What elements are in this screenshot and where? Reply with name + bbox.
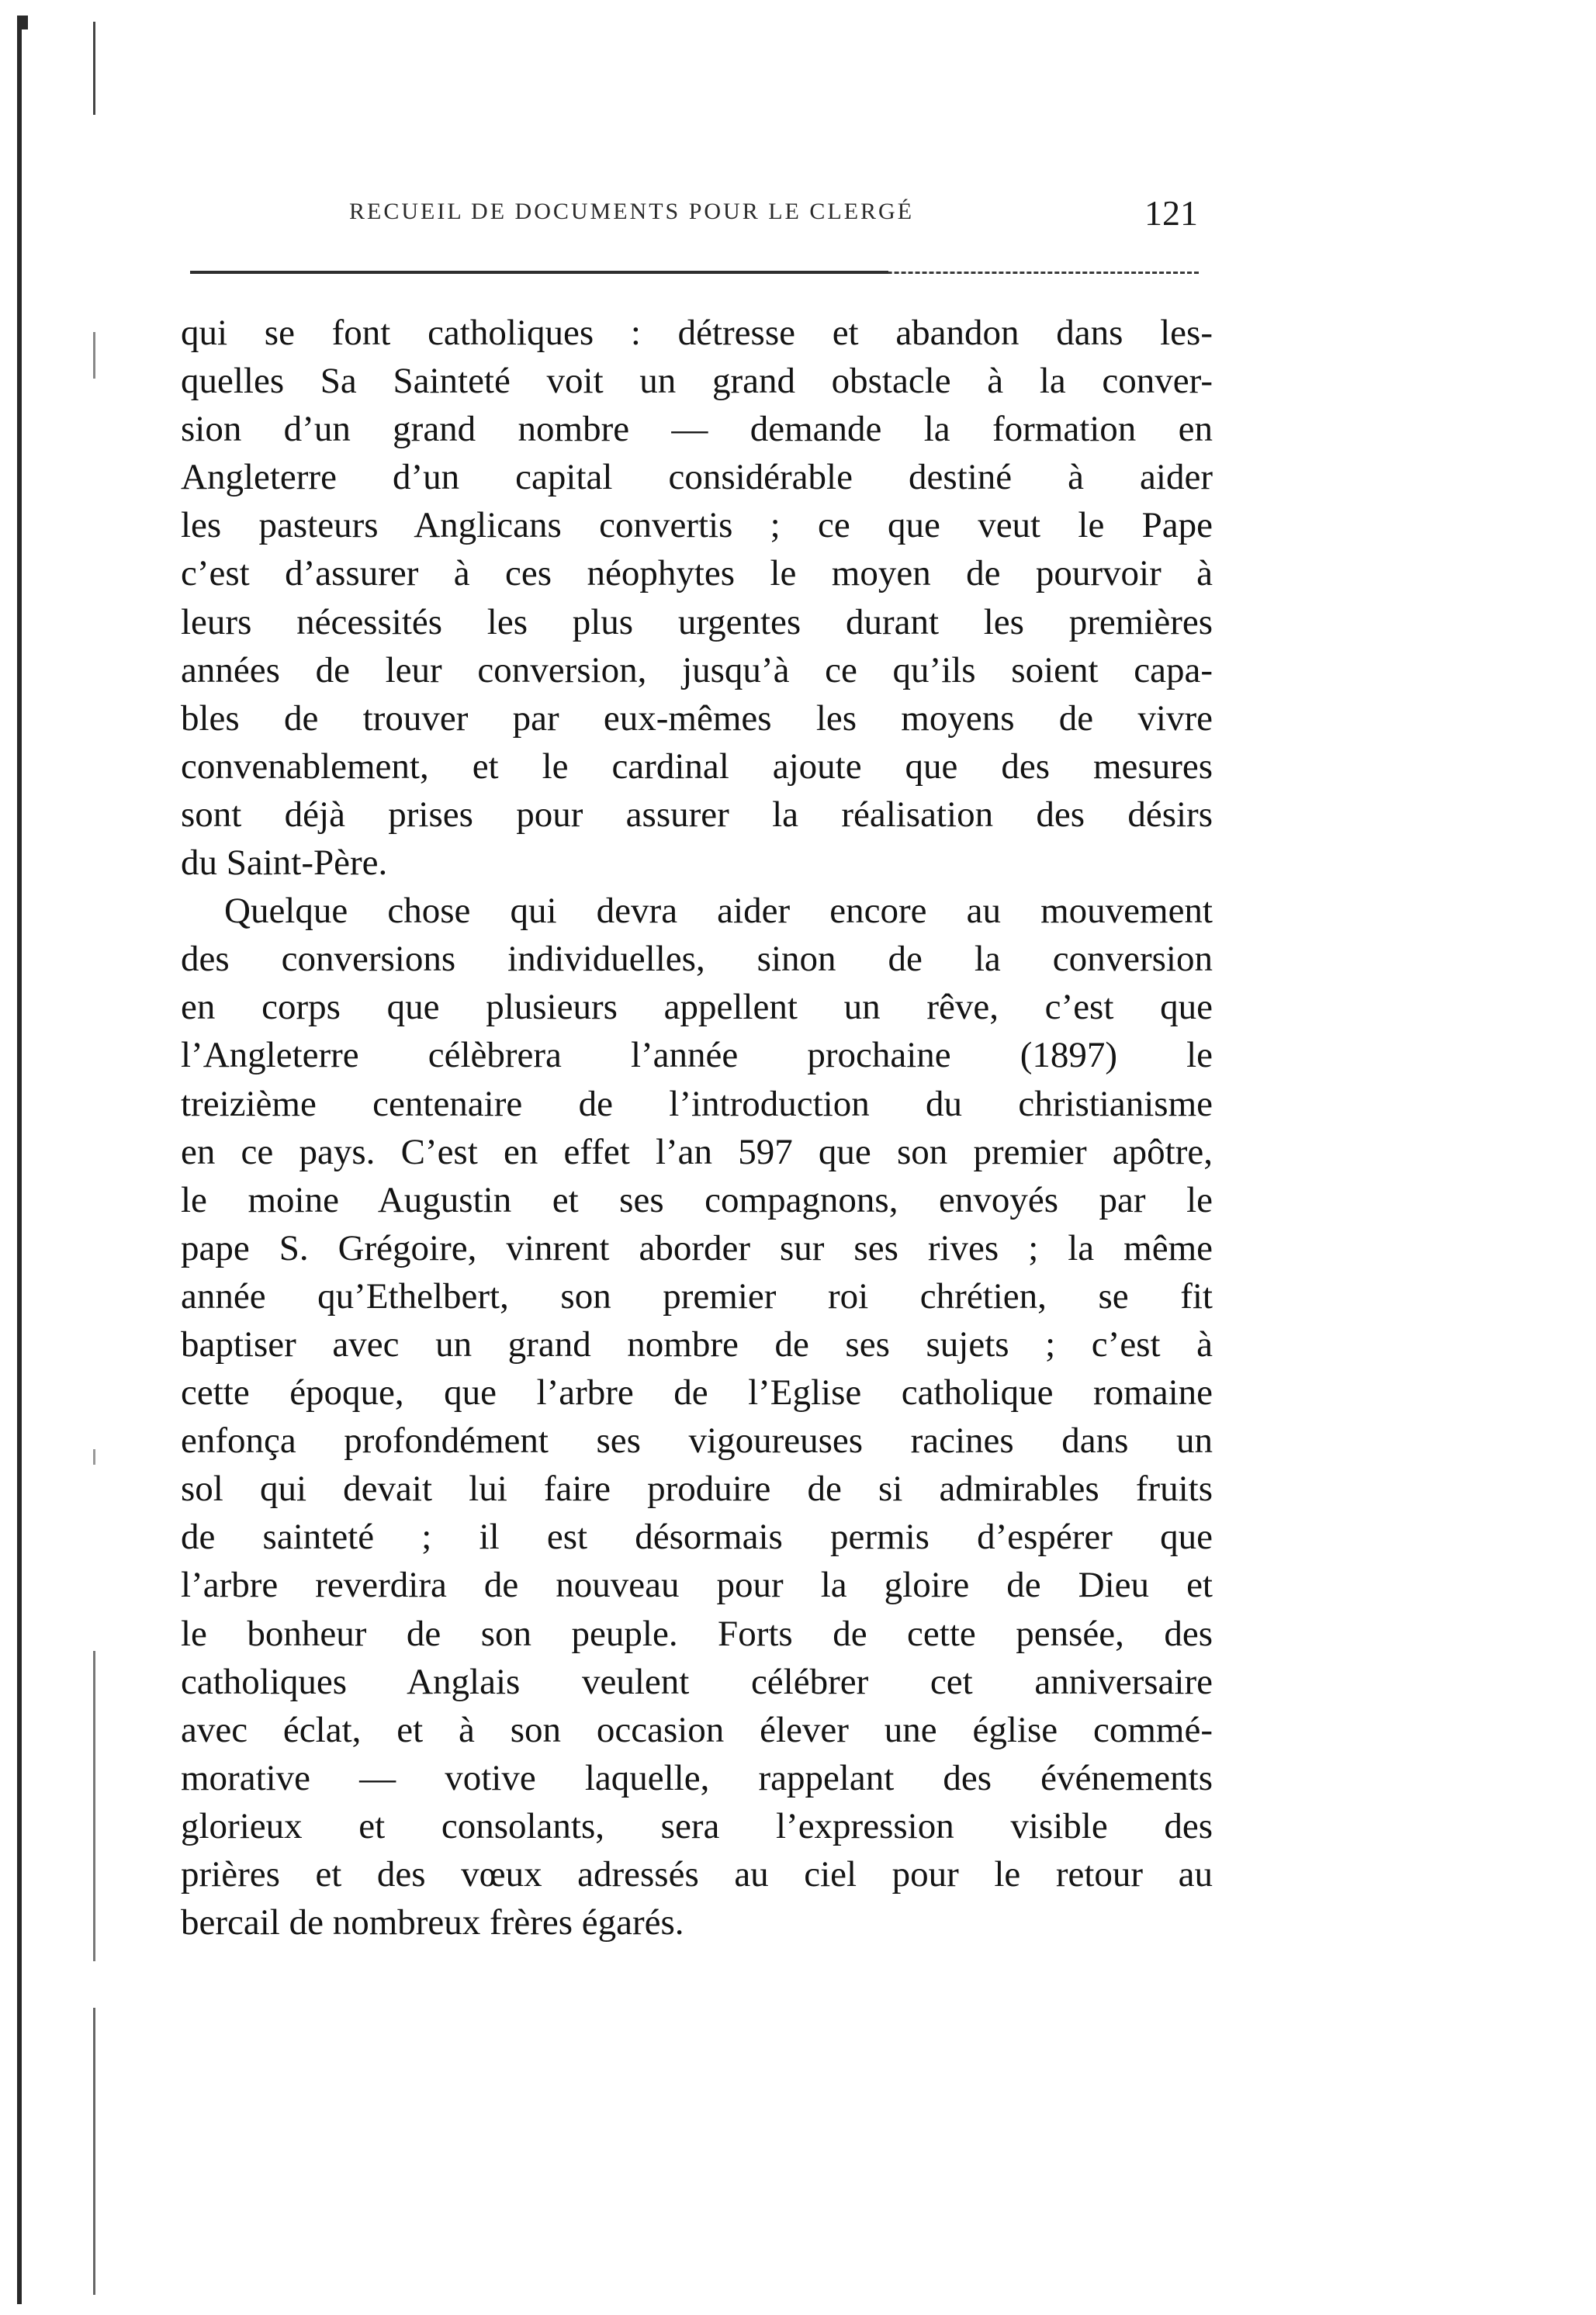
text-line: l’arbre reverdira de nouveau pour la gloire de Dieu et [181,1565,1213,1606]
text-line: sol qui devait lui faire produire de si admirables fruits [181,1469,1213,1510]
text-line: bles de trouver par eux-mêmes les moyens de vivre [181,697,1213,739]
text-line: le moine Augustin et ses compagnons, envoyés par le [181,1179,1213,1220]
text-line: des conversions individuelles, sinon de la conversion [181,939,1213,980]
text-line: glorieux et consolants, sera l’expression visible des [181,1805,1213,1846]
paragraph-1 [181,309,1213,887]
text-line: en corps que plusieurs appellent un rêve, c’est que [181,987,1213,1028]
running-head-title: RECUEIL DE DOCUMENTS POUR LE CLERGÉ [349,199,915,224]
text-line: les pasteurs Anglicans convertis ; ce que veut le Pape [181,505,1213,546]
header-rule [190,271,888,274]
text-line: leurs nécessités les plus urgentes durant les premières [181,601,1213,642]
text-line: de sainteté ; il est désormais permis d’espérer que [181,1517,1213,1558]
body-text [181,309,1213,1946]
text-line: du Saint-Père. [181,843,388,884]
page-gutter-line [93,22,95,2295]
paragraph-2 [181,887,1213,1946]
text-line: le bonheur de son peuple. Forts de cette pensée, des [181,1613,1213,1654]
page-number: 121 [1144,193,1198,233]
text-line: sion d’un grand nombre — demande la formation en [181,409,1213,450]
text-line: morative — votive laquelle, rappelant des événements [181,1757,1213,1798]
text-line: cette époque, que l’arbre de l’Eglise catholique romaine [181,1372,1213,1414]
text-line: qui se font catholiques : détresse et abandon dans les- [181,313,1213,353]
text-line: c’est d’assurer à ces néophytes le moyen de pourvoir à [181,553,1213,594]
text-line: avec éclat, et à son occasion élever une église commé- [181,1709,1213,1750]
text-line: l’Angleterre célèbrera l’année prochaine (1897) le [181,1035,1213,1076]
text-line: baptiser avec un grand nombre de ses sujets ; c’est à [181,1324,1213,1365]
page-binding-corner [17,16,28,29]
text-line: Angleterre d’un capital considérable destiné à aider [181,457,1213,498]
page-binding-edge [17,16,22,2304]
text-line: quelles Sa Sainteté voit un grand obstacle à la conver- [181,361,1213,402]
text-line: prières et des vœux adressés au ciel pour le retour au [181,1854,1213,1895]
text-line: années de leur conversion, jusqu’à ce qu’ils soient capa- [181,649,1213,690]
text-line: enfonça profondément ses vigoureuses racines dans un [181,1420,1213,1462]
text-line: sont déjà prises pour assurer la réalisation des désirs [181,794,1213,835]
text-line: catholiques Anglais veulent célébrer cet anniversaire [181,1661,1213,1702]
running-header [178,192,1218,239]
text-line: treizième centenaire de l’introduction du christianisme [181,1083,1213,1124]
text-line: convenablement, et le cardinal ajoute que des mesures [181,746,1213,787]
text-line: bercail de nombreux frères égarés. [181,1902,684,1943]
text-line: année qu’Ethelbert, son premier roi chrétien, se fit [181,1275,1213,1317]
text-line: Quelque chose qui devra aider encore au mouvement [224,891,1213,932]
text-line: en ce pays. C’est en effet l’an 597 que son premier apôtre, [181,1131,1213,1172]
text-line: pape S. Grégoire, vinrent aborder sur ses rives ; la même [181,1227,1213,1268]
